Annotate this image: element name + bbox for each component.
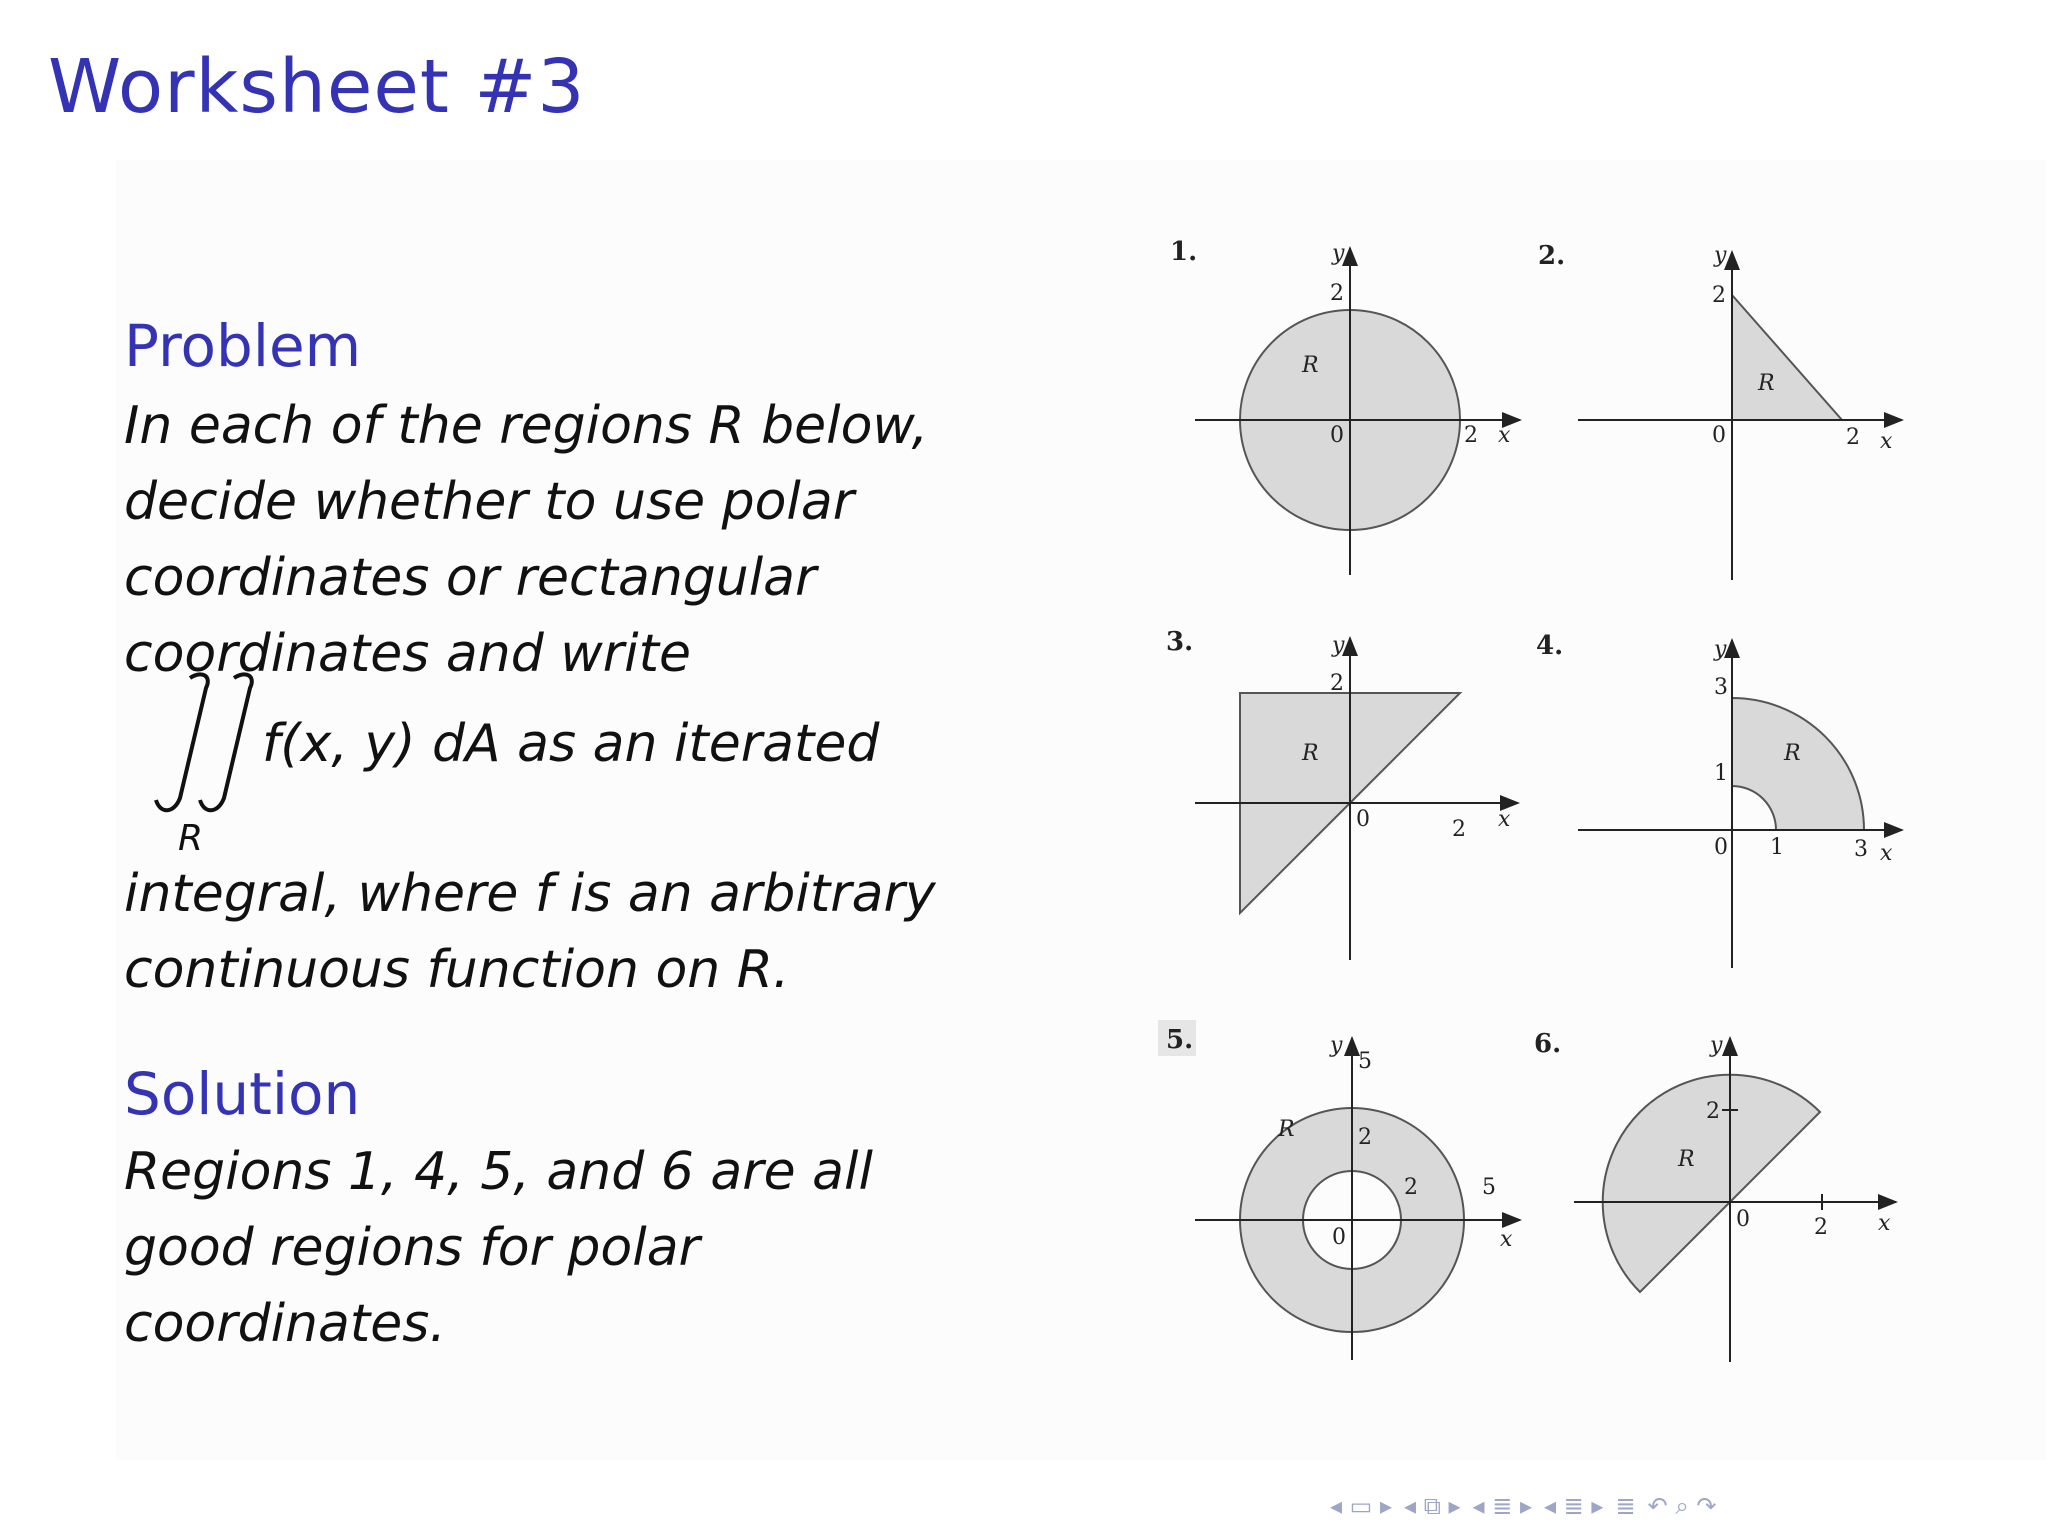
solution-line: coordinates.: [124, 1294, 446, 1354]
region-shape: [1732, 295, 1842, 420]
solution-heading: Solution: [124, 1060, 361, 1128]
figure-3: [1166, 627, 1518, 960]
y-tick-label: 3: [1714, 675, 1728, 700]
y-axis-label: y: [1332, 633, 1345, 658]
problem-heading: Problem: [124, 312, 362, 380]
x-tick-label: 2: [1814, 1215, 1828, 1240]
x-axis-label: x: [1880, 429, 1893, 454]
regions-figure: [1150, 220, 2030, 1380]
y-axis-label: y: [1330, 1033, 1343, 1058]
origin-label: 0: [1712, 423, 1726, 448]
solution-line: good regions for polar: [124, 1218, 700, 1278]
y-axis-label: y: [1714, 243, 1727, 268]
x-tick-label: 1: [1770, 835, 1784, 860]
region-label: R: [1678, 1147, 1695, 1172]
region-label: R: [1784, 741, 1801, 766]
region-label: R: [1302, 741, 1319, 766]
problem-line: In each of the regions R below,: [124, 396, 929, 456]
nav-frame-icon[interactable]: ◂ ⧉ ▸: [1404, 1492, 1461, 1520]
y-tick-label: 5: [1358, 1049, 1372, 1074]
region-label: R: [1302, 353, 1319, 378]
y-tick-label: 2: [1358, 1125, 1372, 1150]
figure-number: 5.: [1166, 1025, 1194, 1055]
x-axis-label: x: [1878, 1211, 1891, 1236]
origin-label: 0: [1736, 1207, 1750, 1232]
solution-text: [124, 1134, 904, 1362]
figure-5: [1158, 1020, 1520, 1360]
y-tick-label: 2: [1330, 281, 1344, 306]
y-axis-label: y: [1332, 241, 1345, 266]
double-integral: [150, 668, 880, 868]
integral-expression: f(x, y) dA as an iterated: [262, 714, 880, 774]
region-label: R: [1758, 371, 1775, 396]
nav-section-icon[interactable]: ◂ ≣ ▸: [1472, 1492, 1532, 1520]
region-label: R: [1278, 1117, 1295, 1142]
y-tick-label: 2: [1712, 283, 1726, 308]
x-tick-label: 2: [1404, 1175, 1418, 1200]
x-axis-label: x: [1500, 1227, 1513, 1252]
solution-line: Regions 1, 4, 5, and 6 are all: [124, 1142, 873, 1202]
x-axis-label: x: [1498, 807, 1511, 832]
figure-number: 3.: [1166, 627, 1194, 657]
figure-6: [1534, 1029, 1896, 1362]
nav-subsection-icon[interactable]: ◂ ≣ ▸: [1544, 1492, 1604, 1520]
origin-label: 0: [1714, 835, 1728, 860]
figure-number: 4.: [1536, 631, 1564, 661]
slide-title: Worksheet #3: [48, 44, 586, 130]
problem-line: integral, where f is an arbitrary: [124, 864, 936, 924]
figure-4: [1536, 631, 1902, 968]
origin-label: 0: [1330, 423, 1344, 448]
x-tick-label: 5: [1482, 1175, 1496, 1200]
y-axis-label: y: [1714, 637, 1727, 662]
figure-number: 2.: [1538, 241, 1566, 271]
y-tick-label: 1: [1714, 761, 1728, 786]
problem-text: [124, 388, 929, 692]
figure-1: [1170, 237, 1520, 575]
y-axis-label: y: [1710, 1033, 1723, 1058]
problem-line: coordinates or rectangular: [124, 548, 817, 608]
origin-label: 0: [1332, 1225, 1346, 1250]
slide-navigation: [1330, 1490, 2030, 1522]
integral-sign: [150, 668, 260, 831]
origin-label: 0: [1356, 807, 1370, 832]
x-tick-label: 2: [1452, 817, 1466, 842]
nav-first-icon[interactable]: ◂ ▭ ▸: [1330, 1492, 1393, 1520]
y-tick-label: 2: [1330, 671, 1344, 696]
x-tick-label: 2: [1464, 423, 1478, 448]
problem-line: coordinates and write: [124, 624, 691, 684]
figure-2: [1538, 241, 1902, 580]
figure-number: 6.: [1534, 1029, 1562, 1059]
nav-menu-icon[interactable]: ≣: [1615, 1492, 1636, 1520]
y-tick-label: 2: [1706, 1099, 1720, 1124]
x-tick-label: 2: [1846, 425, 1860, 450]
figure-number: 1.: [1170, 237, 1198, 267]
problem-line: continuous function on R.: [124, 940, 790, 1000]
x-axis-label: x: [1880, 841, 1893, 866]
problem-line: decide whether to use polar: [124, 472, 855, 532]
nav-search-icon[interactable]: ↶ ⌕ ↷: [1647, 1492, 1717, 1520]
x-axis-label: x: [1498, 423, 1511, 448]
problem-text-continued: [124, 856, 936, 1008]
x-tick-label: 3: [1854, 837, 1868, 862]
integral-subscript: R: [178, 818, 204, 859]
